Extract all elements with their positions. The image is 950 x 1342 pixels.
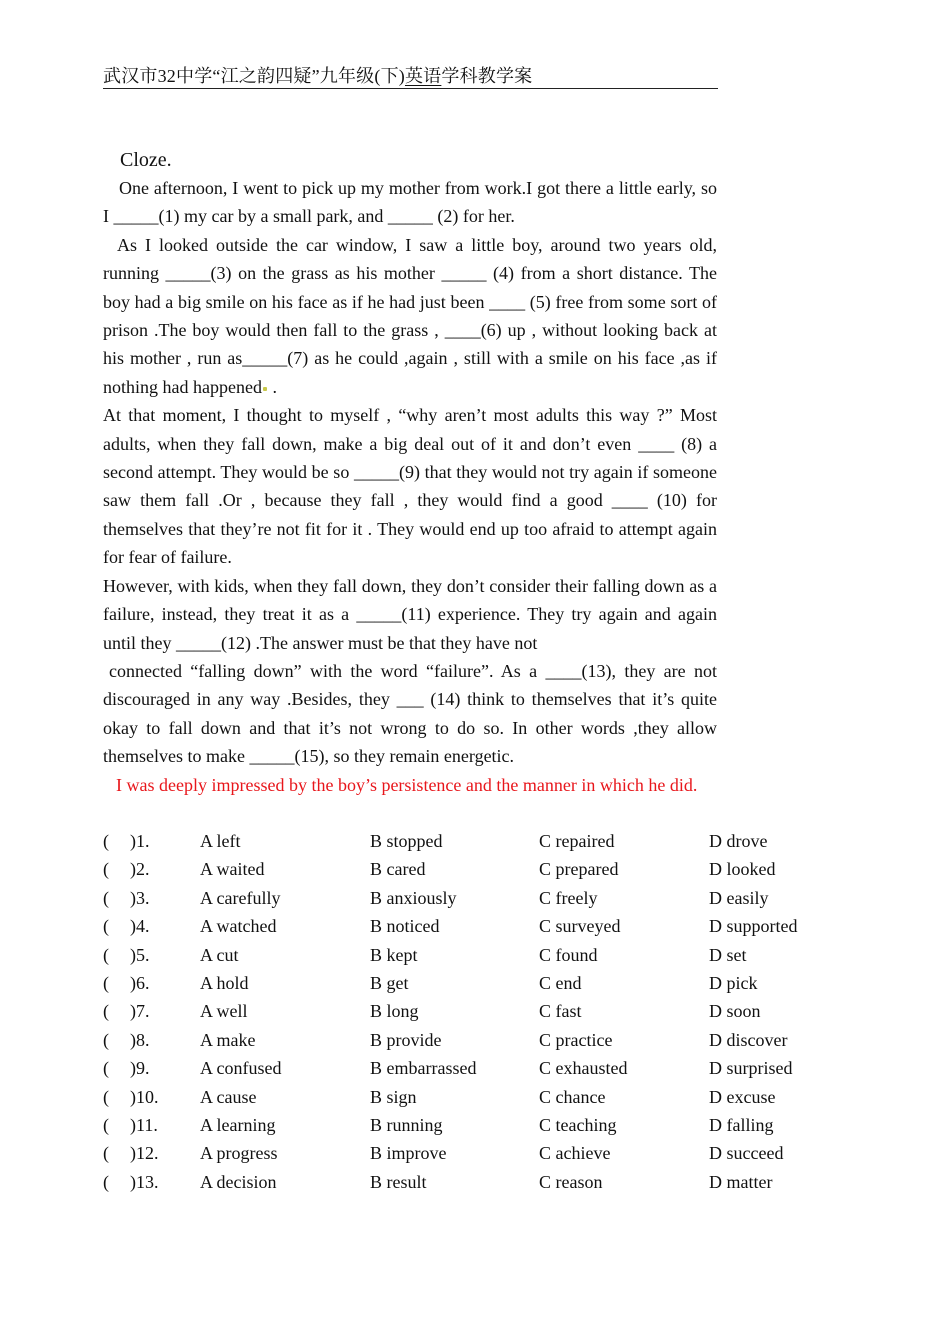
option-b: B stopped [370, 831, 443, 851]
option-b: B improve [370, 1143, 447, 1164]
header-subject: 英语 [404, 66, 442, 86]
option-c: C exhausted [539, 1058, 628, 1079]
option-b: B cared [370, 859, 426, 880]
passage-paragraph-2-end: . [267, 376, 277, 397]
option-b: B anxiously [370, 887, 457, 908]
option-b: B sign [370, 1086, 417, 1107]
answer-paren: ( [103, 1143, 109, 1164]
question-number: )2. [130, 859, 150, 880]
option-c: C fast [539, 1001, 582, 1022]
answer-paren: ( [103, 1029, 109, 1050]
passage-paragraph-2-text: As I looked outside the car window, I saw a little boy, around two years old, running _____(3) on the grass as his mother _____ (4) from a short distance. The boy had a big smile on his face as if he had just been ____ (5) free from some sort of prison .The boy would then fall to the grass , ____(6) up , without looking back at his mother , run as_____(7) as he could ,again , still with a smile on his face ,as if nothing had happened [103, 234, 717, 397]
option-a: A cut [200, 944, 239, 965]
highlight-mark-icon [263, 387, 267, 391]
passage-paragraph-1: One afternoon, I went to pick up my mother from work.I got there a little early, so I _____(1) my car by a small park, and _____ (2) for her. [103, 178, 717, 227]
option-a: A waited [200, 859, 265, 880]
option-a: A confused [200, 1058, 282, 1079]
header-suffix: 学科教学案 [441, 66, 533, 86]
option-d: D set [709, 944, 747, 965]
question-number: )7. [130, 1001, 150, 1022]
answer-paren: ( [103, 859, 109, 880]
passage-conclusion-red: I was deeply impressed by the boy’s persistence and the manner in which he did. [116, 774, 698, 795]
answer-paren: ( [103, 944, 109, 965]
option-d: D easily [709, 887, 769, 908]
answer-paren: ( [103, 1058, 109, 1079]
passage-paragraph-3: At that moment, I thought to myself , “why aren’t most adults this way ?” Most adults, when they fall down, make a big deal out of it and don’t even ____ (8) a second attempt. They would be so _____(9) that they would not try again if someone saw them fall .Or , because they fall , they would find a good ____ (10) for themselves that they’re not fit for it . They would end up too afraid to attempt again for fear of failure. [103, 405, 717, 568]
option-c: C practice [539, 1029, 613, 1050]
option-d: D excuse [709, 1086, 776, 1107]
option-row [103, 997, 823, 1025]
answer-paren: ( [103, 1086, 109, 1107]
option-row [103, 1139, 823, 1167]
option-c: C reason [539, 1171, 603, 1192]
answer-paren: ( [103, 1114, 109, 1135]
option-a: A cause [200, 1086, 257, 1107]
passage-paragraph-5: connected “falling down” with the word “failure”. As a ____(13), they are not discouraged in any way .Besides, they ___ (14) think to themselves that it’s quite okay to fall down and that it’s not wrong to do so. In other words ,they allow themselves to make _____(15), so they remain energetic. [103, 660, 717, 767]
passage-paragraph-2 [103, 231, 717, 401]
option-d: D soon [709, 1001, 761, 1022]
option-c: C prepared [539, 859, 619, 880]
option-row [103, 827, 823, 855]
option-c: C found [539, 944, 598, 965]
option-row [103, 1168, 823, 1196]
option-d: D supported [709, 916, 798, 937]
page-header [103, 64, 718, 89]
option-a: A decision [200, 1171, 277, 1192]
question-number: )13. [130, 1171, 159, 1192]
question-number: )11. [130, 1114, 158, 1135]
question-number: )1. [130, 831, 150, 851]
answer-paren: ( [103, 887, 109, 908]
option-row [103, 941, 823, 969]
option-b: B kept [370, 944, 418, 965]
option-d: D surprised [709, 1058, 793, 1079]
header-prefix: 武汉市32中学“江之韵四疑”九年级(下) [103, 66, 405, 86]
question-number: )6. [130, 972, 150, 993]
option-row [103, 855, 823, 883]
answer-paren: ( [103, 831, 109, 851]
option-b: B provide [370, 1029, 442, 1050]
option-d: D looked [709, 859, 776, 880]
option-b: B result [370, 1171, 427, 1192]
option-row [103, 884, 823, 912]
option-c: C repaired [539, 831, 615, 851]
option-b: B running [370, 1114, 443, 1135]
option-d: D pick [709, 972, 758, 993]
option-row [103, 1083, 823, 1111]
question-number: )8. [130, 1029, 150, 1050]
option-a: A watched [200, 916, 277, 937]
option-a: A well [200, 1001, 248, 1022]
option-c: C achieve [539, 1143, 611, 1164]
cloze-passage [103, 174, 717, 799]
answer-paren: ( [103, 972, 109, 993]
option-d: D falling [709, 1114, 774, 1135]
option-c: C end [539, 972, 582, 993]
option-b: B noticed [370, 916, 440, 937]
passage-paragraph-4: However, with kids, when they fall down, they don’t consider their falling down as a failure, instead, they treat it as a _____(11) experience. They try again and again until they _____(12) .The answer must be that they have not [103, 575, 717, 653]
option-d: D drove [709, 831, 768, 851]
option-b: B long [370, 1001, 419, 1022]
option-a: A carefully [200, 887, 281, 908]
question-number: )4. [130, 916, 150, 937]
answer-paren: ( [103, 1001, 109, 1022]
option-row [103, 1026, 823, 1054]
option-d: D matter [709, 1171, 773, 1192]
answer-paren: ( [103, 916, 109, 937]
section-title: Cloze. [120, 149, 172, 171]
option-c: C surveyed [539, 916, 621, 937]
option-d: D discover [709, 1029, 788, 1050]
question-number: )10. [130, 1086, 159, 1107]
option-row [103, 1054, 823, 1082]
option-row [103, 912, 823, 940]
option-a: A left [200, 831, 241, 851]
option-b: B embarrassed [370, 1058, 477, 1079]
option-a: A progress [200, 1143, 278, 1164]
option-a: A learning [200, 1114, 276, 1135]
question-number: )5. [130, 944, 150, 965]
option-d: D succeed [709, 1143, 784, 1164]
option-row [103, 1111, 823, 1139]
option-a: A make [200, 1029, 256, 1050]
answer-paren: ( [103, 1171, 109, 1192]
question-number: )9. [130, 1058, 150, 1079]
question-number: )12. [130, 1143, 159, 1164]
option-b: B get [370, 972, 409, 993]
question-number: )3. [130, 887, 150, 908]
option-row [103, 969, 823, 997]
option-c: C freely [539, 887, 598, 908]
option-c: C chance [539, 1086, 606, 1107]
option-a: A hold [200, 972, 249, 993]
answer-options [103, 827, 823, 1196]
option-c: C teaching [539, 1114, 617, 1135]
